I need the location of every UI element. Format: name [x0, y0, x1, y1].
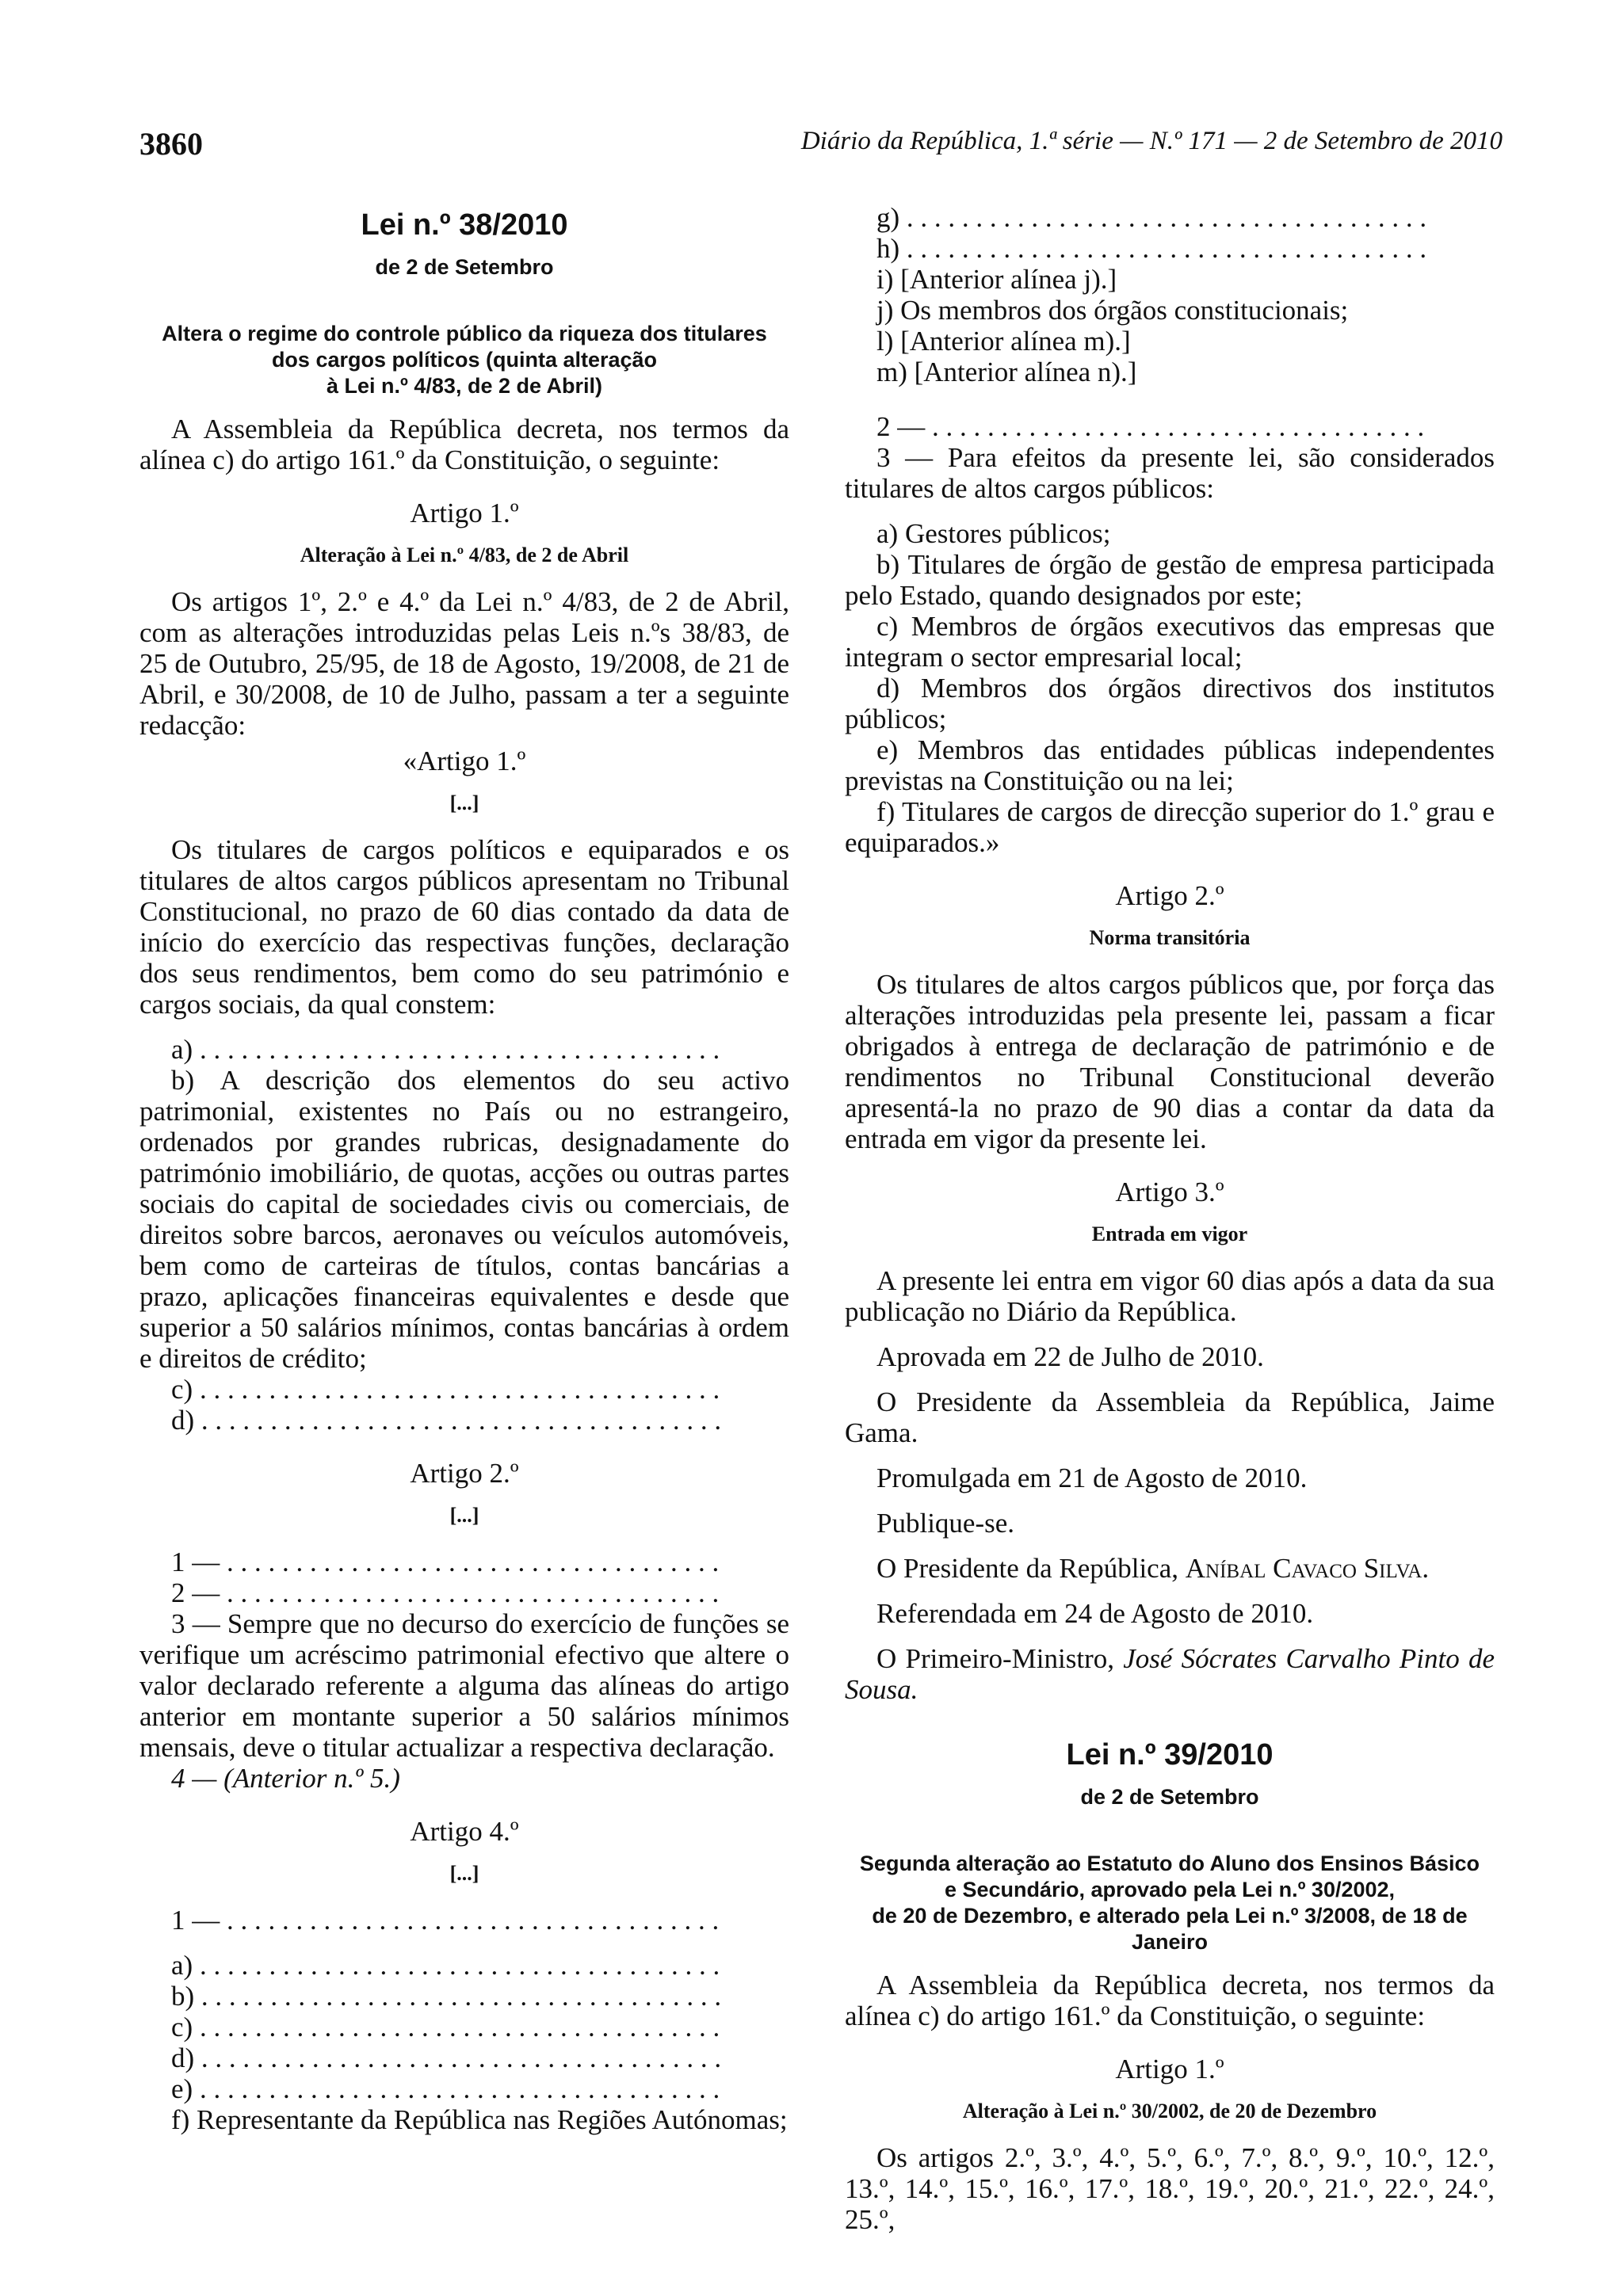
law2-intro: A Assembleia da República decreta, nos termos da alínea c) do artigo 161.º da Constituição, o seguinte:	[845, 1970, 1495, 2031]
list-item: 1 — . . . . . . . . . . . . . . . . . . . . . . . . . . . . . . . . . . . .	[171, 1905, 720, 1936]
law2-date: de 2 de Setembro	[1080, 1785, 1259, 1809]
article-subtitle: Norma transitória	[1089, 926, 1251, 949]
list-item: b) Titulares de órgão de gestão de empresa participada pelo Estado, quando designados por este;	[845, 549, 1495, 611]
list-item: a) . . . . . . . . . . . . . . . . . . . . . . . . . . . . . . . . . . . . . .	[171, 1034, 720, 1065]
list-item: 3 — Para efeitos da presente lei, são considerados titulares de altos cargos públicos:	[845, 442, 1495, 504]
article-subtitle: Alteração à Lei n.º 30/2002, de 20 de Dezembro	[962, 2100, 1377, 2122]
law2-summary-line: e Secundário, aprovado pela Lei n.º 30/2002,	[944, 1878, 1396, 1901]
article-paragraph: Os artigos 1º, 2.º e 4.º da Lei n.º 4/83, de 2 de Abril, com as alterações introduzidas pelas Leis n.ºs 38/83, de 25 de Outubro, 25/95, de 18 de Agosto, 19/2008, de 21 de Abril, e 30/2008, de 10 de Julho, passam a ter a seguinte redacção:	[139, 586, 789, 741]
list-item: 2 — . . . . . . . . . . . . . . . . . . . . . . . . . . . . . . . . . . . .	[171, 1577, 720, 1608]
quoted-article-heading: Artigo 2.º	[410, 1458, 519, 1489]
list-item: e) Membros das entidades públicas independentes previstas na Constituição ou na lei;	[845, 734, 1495, 796]
article-paragraph: A presente lei entra em vigor 60 dias após a data da sua publicação no Diário da República.	[845, 1265, 1495, 1327]
publish-order: Publique-se.	[876, 1508, 1015, 1539]
list-item: c) Membros de órgãos executivos das empresas que integram o sector empresarial local;	[845, 611, 1495, 673]
law2-summary-line: Segunda alteração ao Estatuto do Aluno dos Ensinos Básico	[859, 1852, 1480, 1875]
republic-president-label: O Presidente da República,	[876, 1553, 1179, 1584]
list-item: j) Os membros dos órgãos constitucionais;	[876, 295, 1349, 326]
list-item: d) Membros dos órgãos directivos dos institutos públicos;	[845, 673, 1495, 734]
approval-date: Aprovada em 22 de Julho de 2010.	[876, 1341, 1264, 1372]
list-item: 1 — . . . . . . . . . . . . . . . . . . . . . . . . . . . . . . . . . . . .	[171, 1547, 720, 1577]
article-paragraph: Os titulares de altos cargos públicos que, por força das alterações introduzidas pela presente lei, passam a ficar obrigados à entrega de declaração de património e de rendimentos no Tribunal Constitucional deverão apresentá-la no prazo de 90 dias a contar da data da entrada em vigor da presente lei.	[845, 969, 1495, 1154]
republic-president-line	[845, 1553, 1495, 1584]
law2-summary	[845, 1851, 1495, 1955]
article-heading: Artigo 2.º	[1115, 880, 1224, 911]
article-subtitle: Entrada em vigor	[1091, 1222, 1248, 1245]
prime-minister-label: O Primeiro-Ministro,	[876, 1643, 1114, 1674]
prime-minister-name: José Sócrates Carvalho Pinto de Sousa.	[845, 1643, 1495, 1705]
intro-paragraph: A Assembleia da República decreta, nos termos da alínea c) do artigo 161.º da Constituição, o seguinte:	[139, 414, 789, 475]
list-item: m) [Anterior alínea n).]	[876, 357, 1137, 387]
left-column	[139, 202, 789, 2135]
quoted-article-heading: Artigo 4.º	[410, 1816, 519, 1847]
list-item: b) . . . . . . . . . . . . . . . . . . . . . . . . . . . . . . . . . . . . . .	[171, 1981, 722, 2012]
law-summary	[139, 321, 789, 399]
list-item: 4 — (Anterior n.º 5.)	[171, 1763, 400, 1794]
law2-summary-line: de 20 de Dezembro, e alterado pela Lei n.º 3/2008, de 18 de Janeiro	[872, 1904, 1468, 1954]
list-item: i) [Anterior alínea j).]	[876, 264, 1117, 295]
list-item: c) . . . . . . . . . . . . . . . . . . . . . . . . . . . . . . . . . . . . . .	[171, 1374, 720, 1405]
law-summary-line: Altera o regime do controle público da riqueza dos titulares	[162, 322, 767, 345]
promulgation-date: Promulgada em 21 de Agosto de 2010.	[876, 1463, 1308, 1493]
law-summary-line: à Lei n.º 4/83, de 2 de Abril)	[327, 374, 602, 398]
countersign-date: Referendada em 24 de Agosto de 2010.	[876, 1598, 1314, 1629]
list-item: 3 — Sempre que no decurso do exercício de funções se verifique um acréscimo patrimonial efectivo que altere o valor declarado referente a alguma das alíneas do artigo anterior em montante superior a 50 salários mínimos mensais, deve o titular actualizar a respectiva declaração.	[139, 1608, 789, 1763]
quoted-article-heading: «Artigo 1.º	[403, 746, 526, 776]
quoted-article-subtitle: [...]	[449, 1862, 479, 1885]
list-item: b) A descrição dos elementos do seu activo patrimonial, existentes no País ou no estrangeiro, ordenados por grandes rubricas, designadamente do património imobiliário, de quotas, acções ou outras partes sociais do capital de sociedades civis ou comerciais, de direitos sobre barcos, aeronaves ou veículos automóveis, bem como de carteiras de títulos, contas bancárias a prazo, aplicações financeiras equivalentes e desde que superior a 50 salários mínimos, contas bancárias à ordem e direitos de crédito;	[139, 1065, 789, 1374]
law-title: Lei n.º 38/2010	[361, 208, 568, 242]
list-item: l) [Anterior alínea m).]	[876, 326, 1131, 357]
list-item: c) . . . . . . . . . . . . . . . . . . . . . . . . . . . . . . . . . . . . . .	[171, 2012, 720, 2042]
quoted-article-subtitle: [...]	[449, 791, 479, 814]
list-item: a) Gestores públicos;	[876, 518, 1111, 549]
republic-president-name: Aníbal Cavaco Silva.	[1185, 1553, 1430, 1584]
list-item: 2 — . . . . . . . . . . . . . . . . . . . . . . . . . . . . . . . . . . . .	[876, 411, 1425, 442]
list-item: d) . . . . . . . . . . . . . . . . . . . . . . . . . . . . . . . . . . . . . .	[171, 1405, 722, 1436]
article-paragraph: Os artigos 2.º, 3.º, 4.º, 5.º, 6.º, 7.º, 8.º, 9.º, 10.º, 12.º, 13.º, 14.º, 15.º, 16.º, 17.º, 18.º, 19.º, 20.º, 21.º, 22.º, 24.º, 25.º,	[845, 2142, 1495, 2235]
list-item: h) . . . . . . . . . . . . . . . . . . . . . . . . . . . . . . . . . . . . . .	[876, 233, 1427, 264]
article-heading: Artigo 1.º	[1115, 2054, 1224, 2084]
list-item: d) . . . . . . . . . . . . . . . . . . . . . . . . . . . . . . . . . . . . . .	[171, 2042, 722, 2073]
list-item: f) Representante da República nas Regiões Autónomas;	[171, 2104, 788, 2135]
list-item: f) Titulares de cargos de direcção superior do 1.º grau e equiparados.»	[845, 796, 1495, 858]
quoted-article-subtitle: [...]	[449, 1504, 479, 1527]
article-subtitle: Alteração à Lei n.º 4/83, de 2 de Abril	[300, 543, 629, 566]
page-header	[139, 125, 1503, 173]
law-date: de 2 de Setembro	[375, 255, 554, 279]
list-item: e) . . . . . . . . . . . . . . . . . . . . . . . . . . . . . . . . . . . . . .	[171, 2073, 720, 2104]
right-column	[845, 202, 1495, 2235]
list-item: g) . . . . . . . . . . . . . . . . . . . . . . . . . . . . . . . . . . . . . .	[876, 202, 1427, 233]
law-summary-line: dos cargos políticos (quinta alteração	[271, 348, 658, 372]
page-number: 3860	[139, 126, 203, 162]
quoted-paragraph: Os titulares de cargos políticos e equiparados e os titulares de altos cargos públicos apresentam no Tribunal Constitucional, no prazo de 60 dias contado da data de início do exercício das respectivas funções, declaração dos seus rendimentos, bem como do seu património e cargos sociais, da qual constem:	[139, 834, 789, 1020]
article-heading: Artigo 1.º	[410, 498, 519, 528]
journal-title: Diário da República, 1.ª série — N.º 171 — 2 de Setembro de 2010	[800, 127, 1503, 155]
assembly-president: O Presidente da Assembleia da República, Jaime Gama.	[845, 1386, 1495, 1448]
article-heading: Artigo 3.º	[1115, 1177, 1224, 1207]
list-item: a) . . . . . . . . . . . . . . . . . . . . . . . . . . . . . . . . . . . . . .	[171, 1950, 720, 1981]
law2-title: Lei n.º 39/2010	[1066, 1738, 1274, 1772]
prime-minister-line	[845, 1643, 1495, 1705]
